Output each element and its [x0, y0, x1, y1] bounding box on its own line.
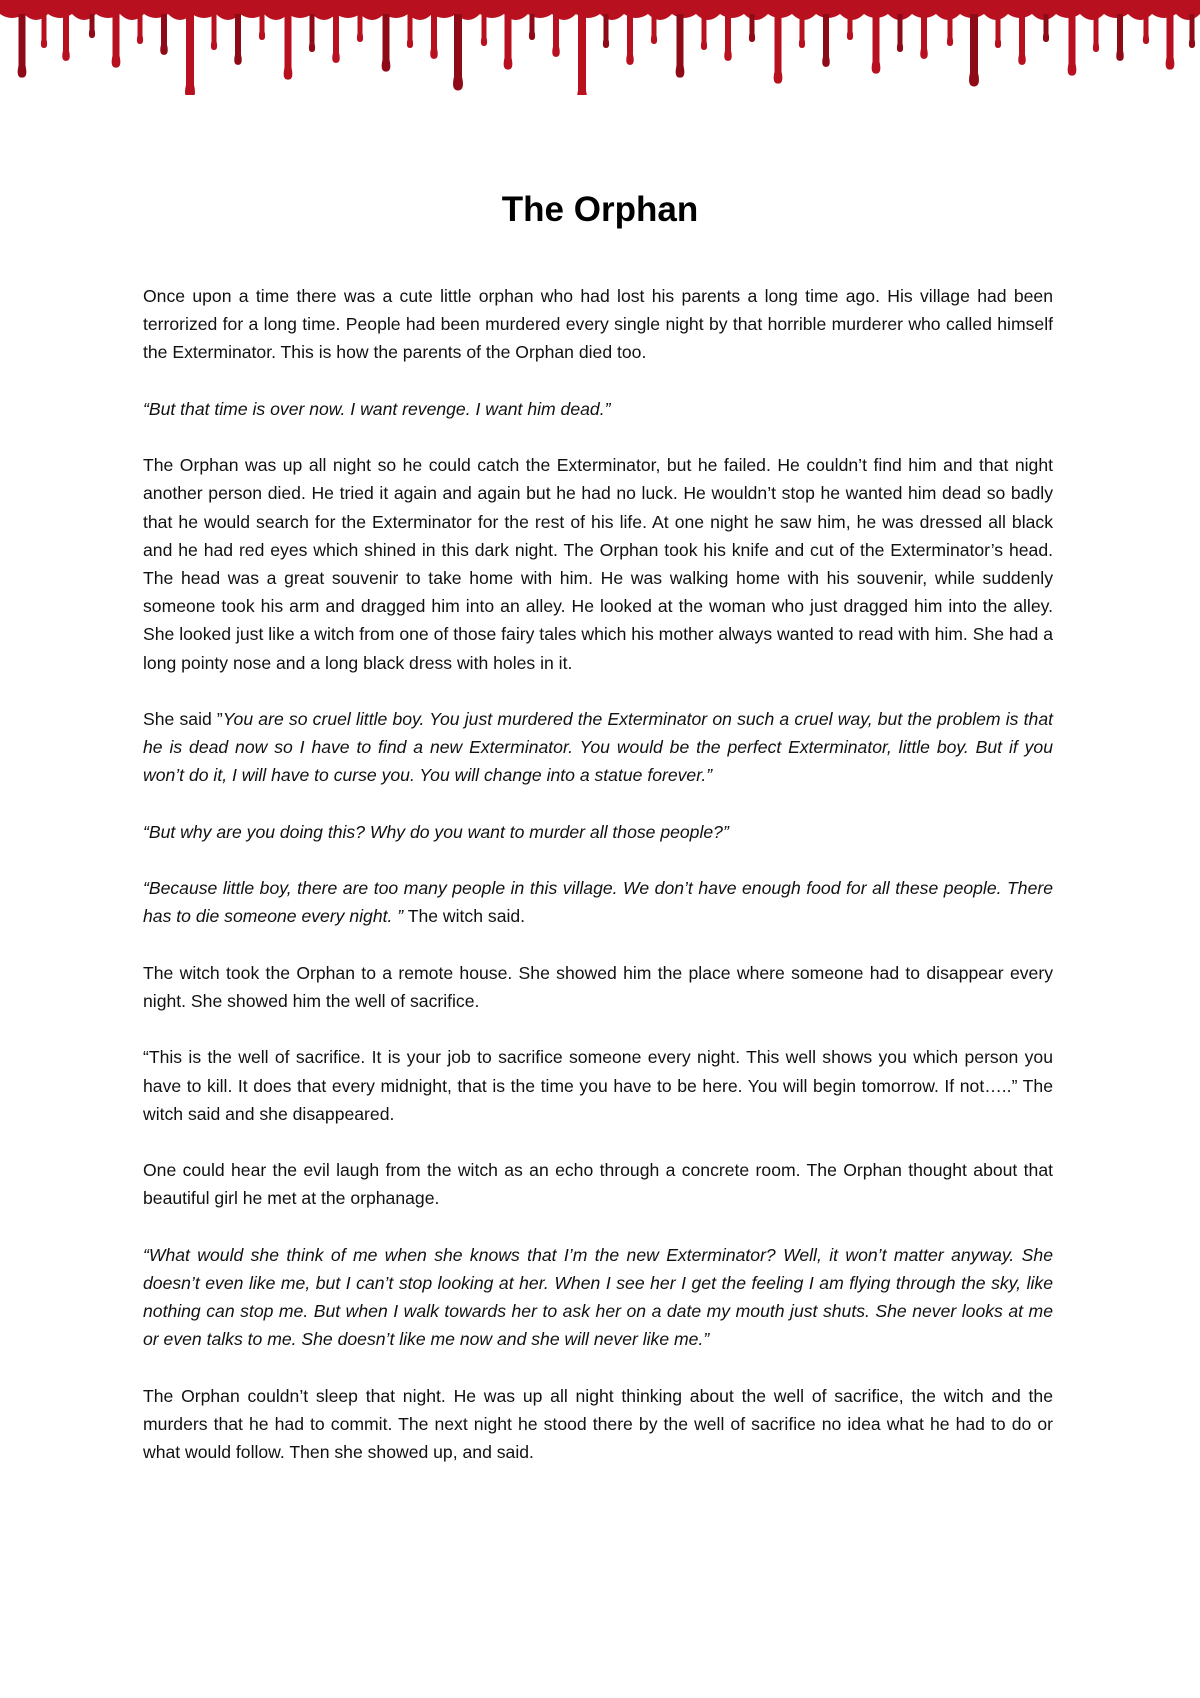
blood-drip-icon: [332, 14, 339, 63]
blood-drip-icon: [995, 14, 1001, 48]
blood-drip-icon: [847, 14, 853, 40]
text-segment: The Orphan couldn’t sleep that night. He was up all night thinking about the well of sacrifice, the witch and the murders that he had to commit. The next night he stood there by the well of sacrifice no idea what he had to do or what would follow. Then she showed up, and said.: [143, 1385, 1053, 1463]
blood-drip-icon: [969, 14, 979, 86]
blood-drip-icon: [137, 14, 143, 44]
italic-text-segment: “What would she think of me when she knows that I’m the new Exterminator? Well, it won’t matter anyway. She doesn’t even like me, but I can’t stop looking at her. When I see her I get the feeling I am flying through the sky, like nothing can stop me. But when I walk towards her to ask her on a date my mouth just shuts. She never looks at me or even talks to me. She doesn’t like me now and she will never like me.”: [143, 1244, 1053, 1350]
blood-drip-icon: [701, 14, 707, 50]
italic-text-segment: “But why are you doing this? Why do you want to murder all those people?”: [143, 821, 729, 842]
blood-drip-icon: [1093, 14, 1099, 52]
blood-drip-icon: [603, 14, 609, 48]
blood-drip-icon: [749, 14, 755, 42]
blood-drip-icon: [430, 14, 437, 59]
text-segment: The witch said.: [403, 906, 526, 927]
blood-drip-icon: [552, 14, 559, 57]
blood-drip-icon: [822, 14, 829, 67]
blood-drip-icon: [504, 14, 513, 70]
story-paragraph: [143, 874, 1053, 930]
text-segment: One could hear the evil laugh from the witch as an echo through a concrete room. The Orphan thought about that beautiful girl he met at the orphanage.: [143, 1160, 1053, 1209]
blood-drip-icon: [1043, 14, 1049, 42]
blood-drip-icon: [920, 14, 927, 59]
story-paragraph: [143, 1241, 1053, 1354]
blood-drip-icon: [160, 14, 167, 55]
blood-drip-icon: [1189, 14, 1195, 48]
italic-text-segment: “But that time is over now. I want revenge. I want him dead.”: [143, 398, 611, 419]
blood-drip-icon: [947, 14, 953, 46]
blood-drip-icon: [799, 14, 805, 48]
blood-drip-icon: [481, 14, 487, 46]
blood-drip-icon: [309, 14, 315, 52]
text-segment: “This is the well of sacrifice. It is your job to sacrifice someone every night. This well shows you which person you have to kill. It does that every midnight, that is the time you have to be here. You will begin tomorrow. If not…..” The witch said and she disappeared.: [143, 1047, 1053, 1124]
blood-drip-icon: [529, 14, 535, 40]
story-paragraph: [143, 282, 1053, 367]
story-paragraph: [143, 395, 1053, 423]
story-body: [143, 282, 1053, 1466]
blood-drip-icon: [211, 14, 217, 50]
blood-drip-icon: [872, 14, 881, 74]
blood-drip-icon: [676, 14, 685, 78]
story-paragraph: [143, 451, 1053, 677]
blood-drip-icon: [626, 14, 633, 65]
blood-drip-icon: [407, 14, 413, 48]
text-segment: The Orphan was up all night so he could catch the Exterminator, but he failed. He couldn’t find him and that night another person died. He tried it again and again but he had no luck. He wouldn’t stop he wanted him dead so badly that he would search for the Exterminator for the rest of his life. At one night he saw him, he was dressed all black and he had red eyes which shined in this dark night. The Orphan took his knife and cut of the Exterminator’s head. The head was a great souvenir to take home with him. He was walking home with his souvenir, while suddenly someone took his arm and dragged him into an alley. He looked at the woman who just dragged him into the alley. She looked just like a witch from one of those fairy tales which his mother always wanted to read with him. She had a long pointy nose and a long black dress with holes in it.: [143, 455, 1053, 673]
story-paragraph: [143, 1382, 1053, 1467]
blood-drip-icon: [382, 14, 391, 72]
text-segment: The witch took the Orphan to a remote house. She showed him the place where someone had to disappear every night. She showed him the well of sacrifice.: [143, 962, 1053, 1011]
blood-drip-icon: [259, 14, 265, 40]
story-paragraph: [143, 1043, 1053, 1128]
blood-drip-icon: [18, 14, 27, 78]
blood-drip-icon: [234, 14, 241, 65]
text-segment: She said ”: [143, 709, 223, 729]
story-paragraph: [143, 959, 1053, 1015]
blood-drip-icon: [453, 14, 463, 90]
story-paragraph: [143, 818, 1053, 846]
blood-drip-icon: [112, 14, 121, 68]
blood-drip-icon: [1116, 14, 1123, 61]
blood-drip-border-icon: [0, 0, 1200, 95]
story-paragraph: [143, 705, 1053, 790]
text-segment: Once upon a time there was a cute little orphan who had lost his parents a long time ago. His village had been terrorized for a long time. People had been murdered every single night by that horrible murderer who called himself the Exterminator. This is how the parents of the Orphan died too.: [143, 286, 1053, 363]
story-paragraph: [143, 1156, 1053, 1212]
italic-text-segment: You are so cruel little boy. You just murdered the Exterminator on such a cruel way, but the problem is that he is dead now so I have to find a new Exterminator. You would be the perfect Exterminator, little boy. But if you won’t do it, I will have to curse you. You will change into a statue forever.”: [143, 709, 1053, 786]
blood-drip-icon: [774, 14, 783, 84]
blood-drip-icon: [357, 14, 363, 42]
blood-drip-icon: [89, 14, 95, 38]
blood-drip-icon: [41, 14, 47, 48]
blood-drip-icon: [185, 14, 195, 95]
blood-drip-icon: [724, 14, 731, 61]
blood-drip-icon: [284, 14, 293, 80]
page-title: The Orphan: [501, 190, 699, 229]
blood-drip-icon: [897, 14, 903, 52]
blood-drip-icon: [1166, 14, 1175, 70]
blood-drip-icon: [651, 14, 657, 44]
blood-drip-icon: [62, 14, 69, 61]
blood-drip-icon: [577, 14, 587, 95]
italic-text-segment: “Because little boy, there are too many people in this village. We don’t have enough food for all these people. There has to die someone every night. ”: [143, 878, 1053, 927]
blood-drip-icon: [1143, 14, 1149, 44]
blood-drip-icon: [1018, 14, 1025, 65]
blood-drip-icon: [1068, 14, 1077, 76]
